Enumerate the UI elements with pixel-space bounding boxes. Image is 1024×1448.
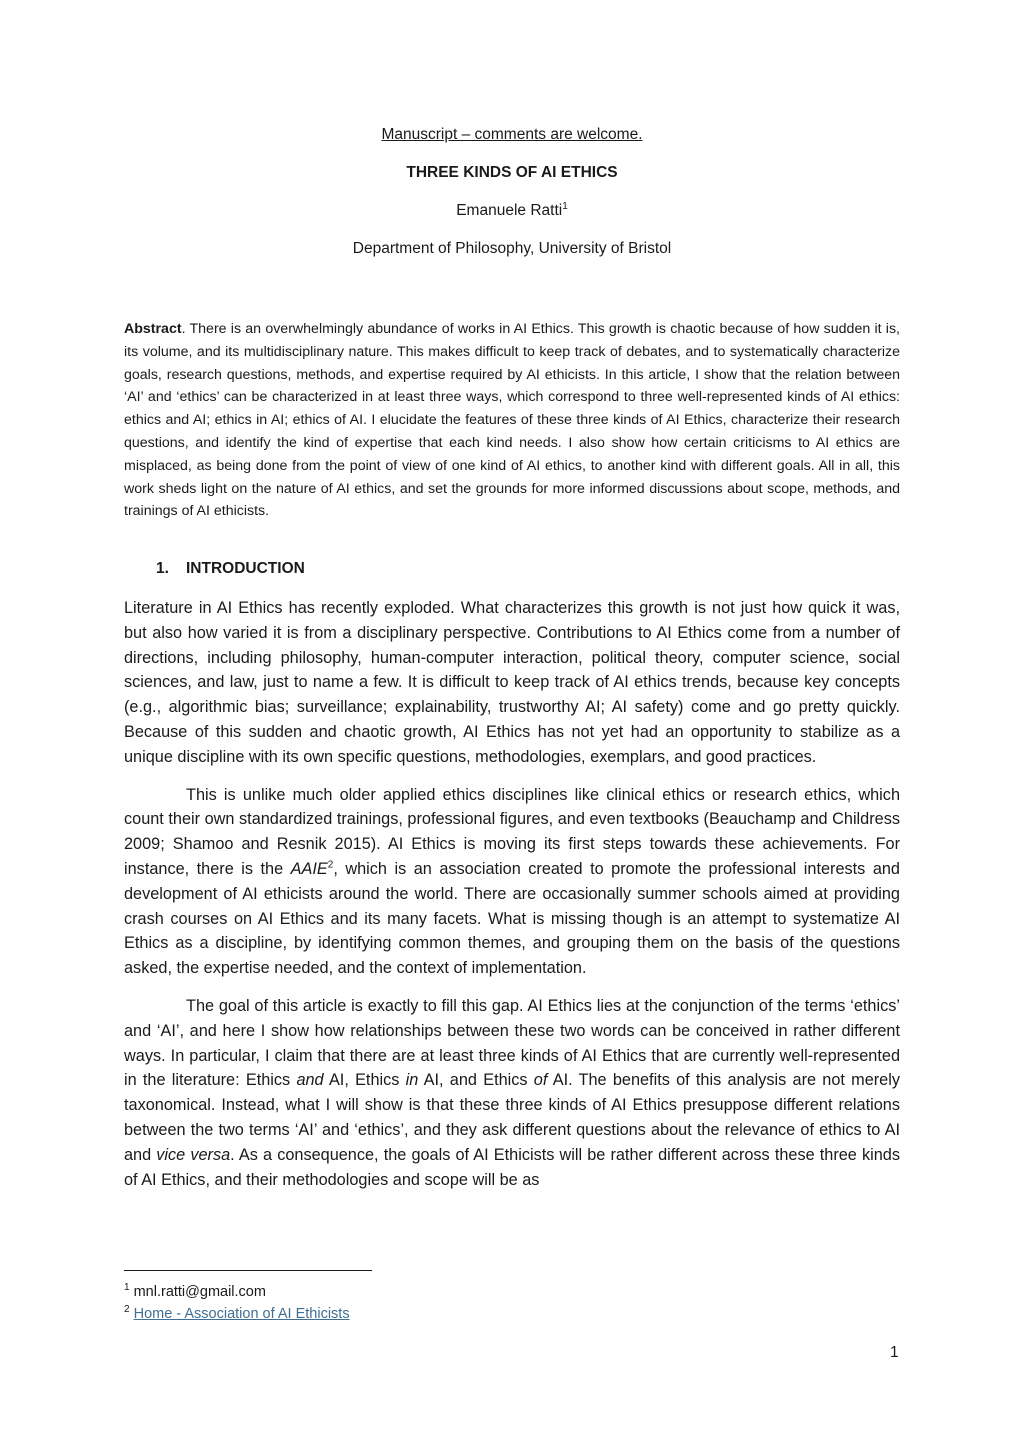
paragraph-3: [124, 994, 900, 1192]
footnote-1-email: mnl.ratti@gmail.com: [133, 1284, 266, 1300]
footnote-1-mark: 1: [124, 1282, 130, 1294]
paragraph-3-text-b: AI, Ethics: [323, 1071, 406, 1090]
section-heading: [156, 560, 305, 578]
paragraph-3-text-e: . As a consequence, the goals of AI Ethicists will be rather different across these three kinds of AI Ethics, and their methodologies and scope will be as: [124, 1145, 900, 1189]
author-footnote-mark: 1: [562, 200, 568, 212]
italic-of: of: [533, 1071, 548, 1090]
abstract-text: . There is an overwhelmingly abundance of works in AI Ethics. This growth is chaotic because of how sudden it is, its volume, and its multidisciplinary nature. This makes difficult to keep track of debates, and to systematically characterize goals, research questions, methods, and expertise required by AI ethicists. In this article, I show that the relation between ‘AI’ and ‘ethics’ can be characterized in at least three ways, which correspond to three well-represented kinds of AI ethics: ethics and AI; ethics in AI; ethics of AI. I elucidate the features of these three kinds of AI Ethics, characterize their research questions, and identify the kind of expertise that each kind needs. I also show how certain criticisms to AI ethics are misplaced, as being done from the point of view of one kind of AI ethics, to another kind with different goals. All in all, this work sheds light on the nature of AI ethics, and set the grounds for more informed discussions about scope, methods, and trainings of AI ethicists.: [124, 321, 900, 520]
footnote-mark-2: 2: [327, 859, 334, 871]
author-line: [124, 202, 900, 220]
aaie-italic: AAIE: [290, 859, 328, 878]
manuscript-note: Manuscript – comments are welcome.: [381, 126, 643, 143]
paragraph-1: Literature in AI Ethics has recently exploded. What characterizes this growth is not just how quick it was, but also how varied it is from a disciplinary perspective. Contributions to AI Ethics come from a number of directions, including philosophy, human-computer interaction, political theory, computer science, social sciences, and law, just to name a few. It is difficult to keep track of AI ethics trends, because key concepts (e.g., algorithmic bias; surveillance; explainability, trustworthy AI; AI safety) come and go pretty quickly. Because of this sudden and chaotic growth, AI Ethics has not yet had an opportunity to stabilize as a unique discipline with its own specific questions, methodologies, exemplars, and good practices.: [124, 599, 900, 766]
author-name: Emanuele Ratti: [456, 202, 563, 219]
footnotes: [124, 1281, 900, 1325]
italic-vice-versa: vice versa: [156, 1145, 231, 1164]
italic-in: in: [405, 1071, 419, 1090]
footnote-2-link[interactable]: Home - Association of AI Ethicists: [133, 1306, 350, 1322]
paragraph-2: [124, 783, 900, 981]
abstract-label: Abstract: [124, 321, 182, 337]
paper-title: THREE KINDS OF AI ETHICS: [406, 164, 618, 181]
footnote-2: [124, 1303, 900, 1325]
paragraph-2-text-a: This is unlike much older applied ethics disciplines like clinical ethics or research ethics, which count their own standardized trainings, professional figures, and even textbooks (Beauchamp and Childress 2009; Shamoo and Resnik 2015). AI Ethics is moving its first steps towards these achievements. For instance, there is the: [124, 785, 900, 878]
page-number: 1: [890, 1344, 899, 1361]
paragraph-3-text-c: AI, and Ethics: [418, 1071, 534, 1090]
section-title: INTRODUCTION: [186, 560, 305, 577]
footnote-2-mark: 2: [124, 1304, 130, 1316]
abstract: [124, 318, 900, 523]
paragraph-3-text-a: The goal of this article is exactly to fill this gap. AI Ethics lies at the conjunction of the terms ‘ethics’ and ‘AI’, and here I show how relationships between these two words can be conceived in rather different ways. In particular, I claim that there are at least three kinds of AI Ethics that are currently well-represented in the literature: Ethics: [124, 996, 900, 1090]
paragraph-2-text-b: , which is an association created to promote the professional interests and development of AI ethicists around the world. There are occasionally summer schools aimed at providing crash courses on AI Ethics and its many facets. What is missing though is an attempt to systematize AI Ethics as a discipline, by identifying common themes, and grouping them on the basis of the questions asked, the expertise needed, and the context of implementation.: [124, 859, 900, 978]
affiliation: Department of Philosophy, University of Bristol: [352, 240, 672, 257]
paragraph-3-text-d: AI. The benefits of this analysis are not merely taxonomical. Instead, what I will show is that these three kinds of AI Ethics presuppose different relations between the two terms ‘AI’ and ‘ethics’, and they ask different questions about the relevance of ethics to AI and: [124, 1071, 900, 1164]
italic-and: and: [296, 1071, 324, 1090]
body-text: [124, 596, 900, 1205]
footnote-divider: [124, 1270, 372, 1271]
footnote-1: [124, 1281, 900, 1303]
section-number: 1.: [156, 560, 169, 577]
